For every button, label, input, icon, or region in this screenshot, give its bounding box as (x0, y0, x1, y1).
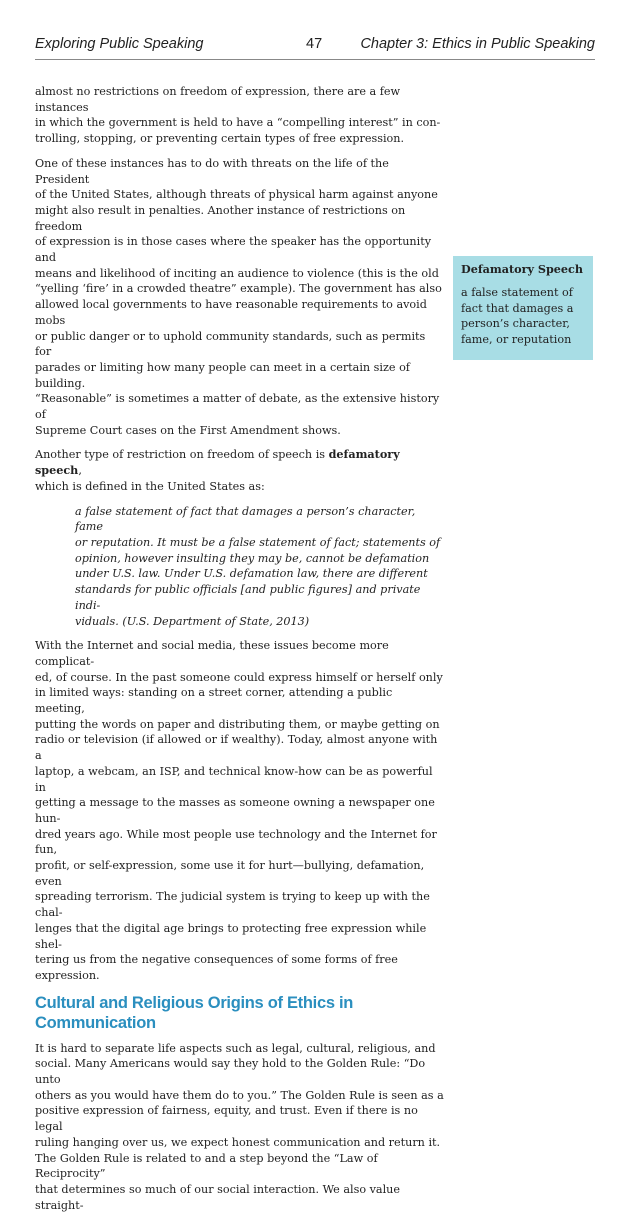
paragraph-4-line: putting the words on paper and distributing them, or maybe getting on (35, 717, 440, 731)
paragraph-5-line: that determines so much of our social interaction. We also value straight- (35, 1183, 401, 1212)
page-number: 47 (306, 36, 323, 52)
paragraph-4 (35, 638, 445, 983)
paragraph-4-line: in limited ways: standing on a street corner, attending a public meeting, (35, 686, 393, 716)
paragraph-5-line: ruling hanging over us, we expect honest communication and return it. (35, 1135, 441, 1149)
paragraph-4-line: profit, or self-expression, some use it for hurt—bullying, defamation, even (35, 859, 425, 888)
paragraph-4-line: spreading terrorism. The judicial system is trying to keep up with the chal- (35, 890, 430, 920)
sidebar-term: Defamatory Speech (461, 262, 583, 276)
paragraph-1-line: in which the government is held to have a “compelling interest” in con- (35, 116, 441, 130)
paragraph-4-line: ed, of course. In the past someone could express himself or herself only (35, 670, 443, 684)
header-rule (35, 59, 595, 60)
paragraph-2-line: means and likelihood of inciting an audience to violence (this is the old (35, 266, 439, 280)
paragraph-2-line: “Reasonable” is sometimes a matter of debate, as the extensive history of (35, 392, 440, 422)
block-quote-line: a false statement of fact that damages a person’s character, fame (75, 504, 416, 534)
paragraph-1-line: almost no restrictions on freedom of expression, there are a few instances (35, 85, 401, 114)
paragraph-2-line: might also result in penalties. Another instance of restrictions on freedom (35, 203, 406, 233)
paragraph-2-line: Supreme Court cases on the First Amendment shows. (35, 423, 341, 437)
paragraph-2-line: of expression is in those cases where the speaker has the opportunity and (35, 235, 432, 265)
paragraph-2-line: of the United States, although threats of physical harm against anyone (35, 188, 438, 202)
paragraph-4-line: tering us from the negative consequences of some forms of free expression. (35, 953, 398, 982)
book-title: Exploring Public Speaking (35, 36, 204, 52)
sidebar-definition-line: fact that damages a (461, 301, 574, 315)
paragraph-4-line: With the Internet and social media, these issues become more complicat- (35, 639, 389, 668)
block-quote (35, 504, 445, 630)
paragraph-5-line: positive expression of fairness, equity, and trust. Even if there is no legal (35, 1104, 418, 1134)
paragraph-2-line: “yelling ‘fire’ in a crowded theatre” example). The government has also (35, 282, 442, 296)
paragraph-3-lead: Another type of restriction on freedom of speech is (35, 448, 329, 462)
main-text (35, 84, 445, 1222)
paragraph-4-line: laptop, a webcam, an ISP, and technical know-how can be as powerful in (35, 764, 433, 794)
block-quote-line: under U.S. law. Under U.S. defamation law, there are different (75, 567, 428, 581)
paragraph-2-line: allowed local governments to have reasonable requirements to avoid mobs (35, 298, 427, 327)
paragraph-2-line: parades or limiting how many people can meet in a certain size of building. (35, 360, 410, 390)
definition-sidebar (453, 256, 593, 360)
block-quote-line: standards for public officials [and public figures] and private indi- (75, 583, 421, 612)
paragraph-4-line: getting a message to the masses as someone owning a newspaper one hun- (35, 796, 435, 825)
section-heading: Cultural and Religious Origins of Ethics in Communication (35, 993, 354, 1032)
paragraph-5-line: The Golden Rule is related to and a step beyond the “Law of Reciprocity” (35, 1151, 378, 1181)
paragraph-5-line: It is hard to separate life aspects such as legal, cultural, religious, and (35, 1041, 436, 1055)
block-quote-line: viduals. (U.S. Department of State, 2013) (75, 614, 310, 628)
sidebar-definition-line: a false statement of (461, 286, 573, 299)
paragraph-2 (35, 156, 445, 439)
sidebar-definition (461, 285, 585, 348)
sidebar-definition-line: fame, or reputation (461, 333, 572, 347)
paragraph-4-line: lenges that the digital age brings to protecting free expression while shel- (35, 921, 427, 951)
chapter-title: Chapter 3: Ethics in Public Speaking (360, 36, 595, 52)
block-quote-line: or reputation. It must be a false statement of fact; statements of (75, 535, 441, 549)
page-header (35, 36, 595, 56)
term-defamatory-speech: defamatory speech (35, 447, 400, 478)
paragraph-4-line: radio or television (if allowed or if wealthy). Today, almost anyone with a (35, 733, 438, 763)
paragraph-3: Another type of restriction on freedom of speech is defamatory speech, which is defined in the United States as: (35, 447, 445, 494)
paragraph-3-line-2: which is defined in the United States as: (35, 479, 265, 493)
paragraph-1 (35, 84, 445, 147)
paragraph-2-line: One of these instances has to do with threats on the life of the President (35, 156, 389, 186)
paragraph-2-line: or public danger or to uphold community standards, such as permits for (35, 329, 426, 359)
paragraph-4-line: dred years ago. While most people use technology and the Internet for fun, (35, 827, 437, 857)
sidebar-definition-line: person’s character, (461, 317, 570, 331)
paragraph-1-line: trolling, stopping, or preventing certain types of free expression. (35, 132, 405, 146)
paragraph-5-line: others as you would have them do to you.” The Golden Rule is seen as a (35, 1088, 444, 1102)
paragraph-5-line: social. Many Americans would say they hold to the Golden Rule: “Do unto (35, 1057, 426, 1087)
paragraph-5 (35, 1041, 445, 1214)
block-quote-line: opinion, however insulting they may be, cannot be defamation (75, 551, 430, 565)
